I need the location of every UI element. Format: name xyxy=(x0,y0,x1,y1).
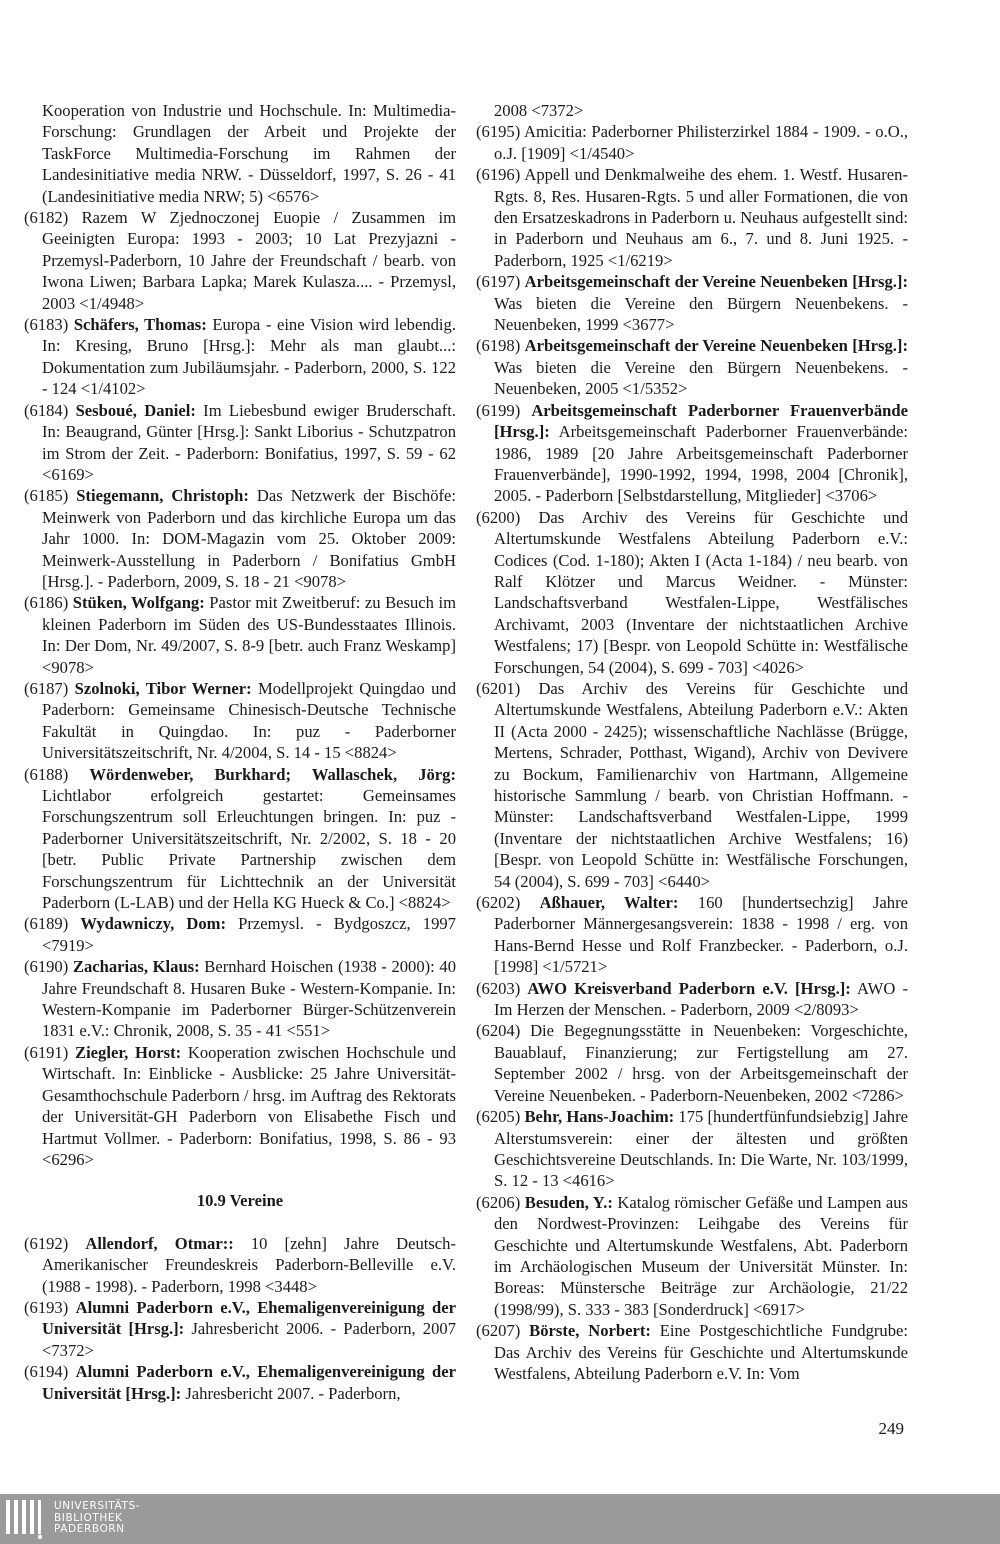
bibliography-entry xyxy=(24,314,456,400)
library-footer-bar xyxy=(0,1494,1000,1544)
entry-number: (6201) xyxy=(476,678,521,698)
entry-text: Jahresbericht 2006. - Paderborn, 2007 <7372> xyxy=(42,1319,456,1360)
bibliography-entry xyxy=(24,1042,456,1170)
right-entries-list xyxy=(476,100,908,1384)
bibliography-entry xyxy=(24,678,456,764)
entry-number: (6186) xyxy=(24,593,69,613)
entry-text: Jahresbericht 2007. - Paderborn, xyxy=(185,1383,401,1403)
entry-number: (6192) xyxy=(24,1233,69,1253)
entry-author: Szolnoki, Tibor Werner: xyxy=(74,678,252,698)
section-heading: 10.9 Vereine xyxy=(196,1191,284,1211)
bibliography-entry xyxy=(24,764,456,914)
bibliography-entry xyxy=(476,678,908,892)
entry-author: Zacharias, Klaus: xyxy=(72,957,200,977)
entry-number: (6203) xyxy=(476,978,521,998)
entry-text: Pastor mit Zweitberuf: zu Besuch im kleinen Paderborn im Süden des US-Bundesstaates Illinois. In: Der Dom, Nr. 49/2007, S. 8-9 [betr. auch Franz Weskamp] <9078> xyxy=(42,593,456,677)
entry-text: Das Archiv des Vereins für Geschichte und Altertumskunde Westfalens, Abteilung Paderborn e.V.: Akten II (Acta 2000 - 2425); wissenschaftliche Nachlässe (Brügge, Mertens, Schrader, Potthast, Wigand), Archiv von Devivere zu Bockum, Familienarchiv von Hartmann, Allgemeine historische Sammlung / bearb. von Christian Hoffmann. - Münster: Landschaftsverband Westfalen-Lippe, 1999 (Inventare der nichtstaatlichen Archive Westfalens; 16) [Bespr. von Leopold Schütte in: Westfälische Forschungen, 54 (2004), S. 699 - 703] <6440> xyxy=(494,678,908,891)
entry-text: Lichtlabor erfolgreich gestartet: Gemeinsames Forschungszentrum soll Erleuchtungen bringen. In: puz - Paderborner Universitätszeitschrift, Nr. 2/2002, S. 18 - 20 [betr. Public Private Partnership zwischen dem Forschungszentrum für Lichttechnik an der Universität Paderborn (L-LAB) und der Hella KG Hueck & Co.] <8824> xyxy=(42,786,456,913)
right-column xyxy=(476,100,908,1384)
bibliography-entry xyxy=(476,164,908,271)
entry-text: 2008 <7372> xyxy=(494,101,584,120)
entry-number: (6202) xyxy=(476,893,521,913)
bibliography-entry xyxy=(476,978,908,1021)
entry-text: Eine Postgeschichtliche Fundgrube: Das Archiv des Vereins für Geschichte und Altertumskunde Westfalens, Abteilung Paderborn e.V. In: Vom xyxy=(494,1321,908,1383)
entry-number: (6182) xyxy=(24,208,69,228)
entry-number: (6197) xyxy=(476,272,521,292)
entry-text: Bernhard Hoischen (1938 - 2000): 40 Jahre Freundschaft 8. Husaren Buke - Western-Kompanie. In: Western-Kompanie im Paderborner Bürger-Schützenverein 1831 e.V.: Chronik, 2008, S. 35 - 41 <551> xyxy=(42,957,456,1041)
entry-text: AWO - Im Herzen der Menschen. - Paderborn, 2009 <2/8093> xyxy=(494,978,908,1020)
entry-author: Alumni Paderborn e.V., Ehemaligenvereinigung der Universität [Hrsg.]: xyxy=(42,1362,457,1403)
bibliography-entry xyxy=(24,956,456,1042)
entry-number: (6184) xyxy=(24,400,69,420)
entry-text: Im Liebesbund ewiger Bruderschaft. In: Beaugrand, Günter [Hrsg.]: Sankt Liborius - Schutzpatron im Strom der Zeit. - Paderborn: Bonifatius, 1997, S. 59 - 62 <6169> xyxy=(42,400,456,484)
entry-text: Was bieten die Vereine den Bürgern Neuenbekens. - Neuenbeken, 1999 <3677> xyxy=(494,293,908,335)
bibliography-entry xyxy=(476,1020,908,1106)
entry-number: (6188) xyxy=(24,764,69,784)
entry-author: Alumni Paderborn e.V., Ehemaligenvereinigung der Universität [Hrsg.]: xyxy=(42,1297,457,1339)
entry-number: (6189) xyxy=(24,914,69,934)
entry-author: Aßhauer, Walter: xyxy=(539,893,679,913)
entry-author: Ziegler, Horst: xyxy=(75,1042,182,1062)
bibliography-entry xyxy=(24,1297,456,1361)
entry-number: (6206) xyxy=(476,1192,521,1212)
entry-author: Stiegemann, Christoph: xyxy=(76,486,249,506)
entry-author: Arbeitsgemeinschaft der Vereine Neuenbeken [Hrsg.]: xyxy=(524,336,908,356)
entry-text: Razem W Zjednoczonej Euopie / Zusammen im Geeinigten Europa: 1993 - 2003; 10 Lat Prezyjazni - Przemysl-Paderborn, 10 Jahre der Freundschaft / bearb. von Iwona Liwen; Barbara Lapka; Marek Kulasza.... - Przemysl, 2003 <1/4948> xyxy=(42,208,457,313)
left-column xyxy=(24,100,456,1404)
bibliography-entry xyxy=(476,892,908,978)
entry-number: (6194) xyxy=(24,1362,69,1382)
entry-text: Appell und Denkmalweihe des ehem. 1. Westf. Husaren-Rgts. 8, Res. Husaren-Rgts. 5 und aller Formationen, die von den Ersatzeskadrons in Paderborn u. Neuhaus aufgestellt sind: in Paderborn und Neuhaus am 6., 7. und 8. Juni 1925. - Paderborn, 1925 <1/6219> xyxy=(494,165,908,270)
library-logo-icon xyxy=(4,1498,48,1540)
entry-text: Kooperation von Industrie und Hochschule. In: Multimedia-Forschung: Grundlagen der Arbeit und Projekte der TaskForce Multimedia-Forschung im Rahmen der Landesinitiative media NRW. - Düsseldorf, 1997, S. 26 - 41 (Landesinitiative media NRW; 5) <6576> xyxy=(42,101,456,206)
bibliography-entry xyxy=(476,335,908,399)
entry-author: Arbeitsgemeinschaft der Vereine Neuenbeken [Hrsg.]: xyxy=(524,272,908,292)
entry-number: (6200) xyxy=(476,507,521,527)
bibliography-entry xyxy=(476,400,908,507)
entry-number: (6196) xyxy=(476,165,521,185)
bibliography-entry xyxy=(476,271,908,335)
entry-number: (6207) xyxy=(476,1321,521,1341)
bibliography-entry xyxy=(24,400,456,486)
bibliography-entry xyxy=(476,1320,908,1384)
entry-text: 10 [zehn] Jahre Deutsch-Amerikanischer Freundeskreis Paderborn-Belleville e.V. (1988 - 1998). - Paderborn, 1998 <3448> xyxy=(42,1233,456,1296)
entry-author: Allendorf, Otmar:: xyxy=(85,1233,234,1253)
entry-number: (6190) xyxy=(24,957,69,977)
bibliography-entry xyxy=(476,1192,908,1320)
bibliography-entry xyxy=(24,592,456,678)
entry-author: Wydawniczy, Dom: xyxy=(80,914,226,934)
entry-text: Katalog römischer Gefäße und Lampen aus den Nordwest-Provinzen: Leihgabe des Vereins für Geschichte und Altertumskunde Westfalens, Abt. Paderborn im Archäologischen Museum der Universität Münster. In: Boreas: Münstersche Beiträge zur Archäologie, 21/22 (1998/99), S. 333 - 383 [Sonderdruck] <6917> xyxy=(494,1192,908,1319)
entry-text: Das Archiv des Vereins für Geschichte und Altertumskunde Westfalens Abteilung Paderborn e.V.: Codices (Cod. 1-180); Akten I (Acta 1-184) / neu bearb. von Ralf Klötzer und Marcus Weidner. - Münster: Landschaftsverband Westfalen-Lippe, Westfälisches Archivamt, 2003 (Inventare der nichtstaatlichen Archive Westfalens; 17) [Bespr. von Leopold Schütte in: Westfälische Forschungen, 54 (2004), S. 699 - 703] <4026> xyxy=(494,507,908,677)
entry-author: AWO Kreisverband Paderborn e.V. [Hrsg.]: xyxy=(527,978,851,998)
entry-text: Modellprojekt Quingdao und Paderborn: Gemeinsame Chinesisch-Deutsche Technische Fakultät in Quingdao. In: puz - Paderborner Universitätszeitschrift, Nr. 4/2004, S. 14 - 15 <8824> xyxy=(42,678,456,763)
bibliography-entry xyxy=(476,121,908,164)
bibliography-entry xyxy=(476,1106,908,1192)
entry-text: Kooperation zwischen Hochschule und Wirtschaft. In: Einblicke - Ausblicke: 25 Jahre Universität-Gesamthochschule Paderborn / hrsg. im Auftrag des Rektorats der Universität-GH Paderborn von Elisabethe Fisch und Hartmut Vollmer. - Paderborn: Bonifatius, 1998, S. 86 - 93 <6296> xyxy=(42,1042,456,1169)
entry-author: Börste, Norbert: xyxy=(529,1321,651,1341)
entry-text: Was bieten die Vereine den Bürgern Neuenbekens. - Neuenbeken, 2005 <1/5352> xyxy=(494,357,908,399)
entry-number: (6205) xyxy=(476,1107,521,1127)
left-entries-list xyxy=(24,100,456,1170)
entry-text: Przemysl. - Bydgoszcz, 1997 <7919> xyxy=(42,914,456,955)
library-name-line-3: PADERBORN xyxy=(54,1523,125,1535)
entry-number: (6204) xyxy=(476,1021,521,1041)
library-name-line-1: UNIVERSITÄTS- xyxy=(54,1500,141,1512)
bibliography-entry xyxy=(24,485,456,592)
bibliography-entry xyxy=(24,207,456,314)
bibliography-entry xyxy=(476,507,908,678)
entry-author: Behr, Hans-Joachim: xyxy=(524,1107,675,1127)
entry-number: (6185) xyxy=(24,486,69,506)
entry-number: (6195) xyxy=(476,122,521,142)
entry-text: 175 [hundertfünfundsiebzig] Jahre Alterstumsverein: einer der ältesten und größten Geschichtsvereine Deutschlands. In: Die Warte, Nr. 103/1999, S. 12 - 13 <4616> xyxy=(494,1107,908,1191)
entry-text: Das Netzwerk der Bischöfe: Meinwerk von Paderborn und das kirchliche Europa um das Jahr 1000. In: DOM-Magazin vom 25. Oktober 2009: Meinwerk-Ausstellung in Paderborn / Bonifatius GmbH [Hrsg.]. - Paderborn, 2009, S. 18 - 21 <9078> xyxy=(42,486,456,591)
entry-number: (6198) xyxy=(476,336,521,356)
entry-author: Wördenweber, Burkhard; Wallaschek, Jörg: xyxy=(89,764,456,784)
library-name xyxy=(54,1501,140,1536)
entry-number: (6199) xyxy=(476,400,521,420)
bibliography-entry xyxy=(24,100,456,207)
entry-text: Amicitia: Paderborner Philisterzirkel 1884 - 1909. - o.O., o.J. [1909] <1/4540> xyxy=(494,122,908,163)
entry-text: Europa - eine Vision wird lebendig. In: Kresing, Bruno [Hrsg.]: Mehr als man glaubt...: Dokumentation zum Jubiläumsjahr. - Paderborn, 2000, S. 122 - 124 <1/4102> xyxy=(42,315,456,399)
entry-number: (6183) xyxy=(24,315,69,335)
entry-author: Stüken, Wolfgang: xyxy=(72,593,205,613)
bibliography-entry xyxy=(476,100,908,121)
entry-author: Besuden, Y.: xyxy=(524,1192,613,1212)
library-name-line-2: BIBLIOTHEK xyxy=(54,1511,123,1524)
page-number: 249 xyxy=(878,1419,904,1438)
entry-number: (6191) xyxy=(24,1042,69,1062)
entry-number: (6193) xyxy=(24,1297,69,1317)
entry-author: Sesboué, Daniel: xyxy=(75,400,196,420)
left-entries-after-list xyxy=(24,1233,456,1404)
entry-number: (6187) xyxy=(24,678,69,698)
entry-text: 160 [hundertsechzig] Jahre Paderborner Männergesangsverein: 1838 - 1998 / erg. von Hans-Bernd Hesse und Rolf Franzbecker. - Paderborn, o.J. [1998] <1/5721> xyxy=(494,893,908,977)
entry-author: Schäfers, Thomas: xyxy=(73,315,207,335)
entry-text: Die Begegnungsstätte in Neuenbeken: Vorgeschichte, Bauablauf, Finanzierung; zur Fertigstellung am 27. September 2002 / hrsg. von der Arbeitsgemeinschaft der Vereine Neuenbeken. - Paderborn-Neuenbeken, 2002 <7286> xyxy=(494,1021,908,1105)
entry-author: Arbeitsgemeinschaft Paderborner Frauenverbände [Hrsg.]: xyxy=(494,400,908,442)
bibliography-entry xyxy=(24,1361,456,1404)
entry-text: Arbeitsgemeinschaft Paderborner Frauenverbände: 1986, 1989 [20 Jahre Arbeitsgemeinschaft Paderborner Frauenverbände], 1990-1992, 1994, 1998, 2004 [Chronik], 2005. - Paderborn [Selbstdarstellung, Mitglieder] <3706> xyxy=(494,422,909,506)
bibliography-entry xyxy=(24,1233,456,1297)
bibliography-entry xyxy=(24,913,456,956)
